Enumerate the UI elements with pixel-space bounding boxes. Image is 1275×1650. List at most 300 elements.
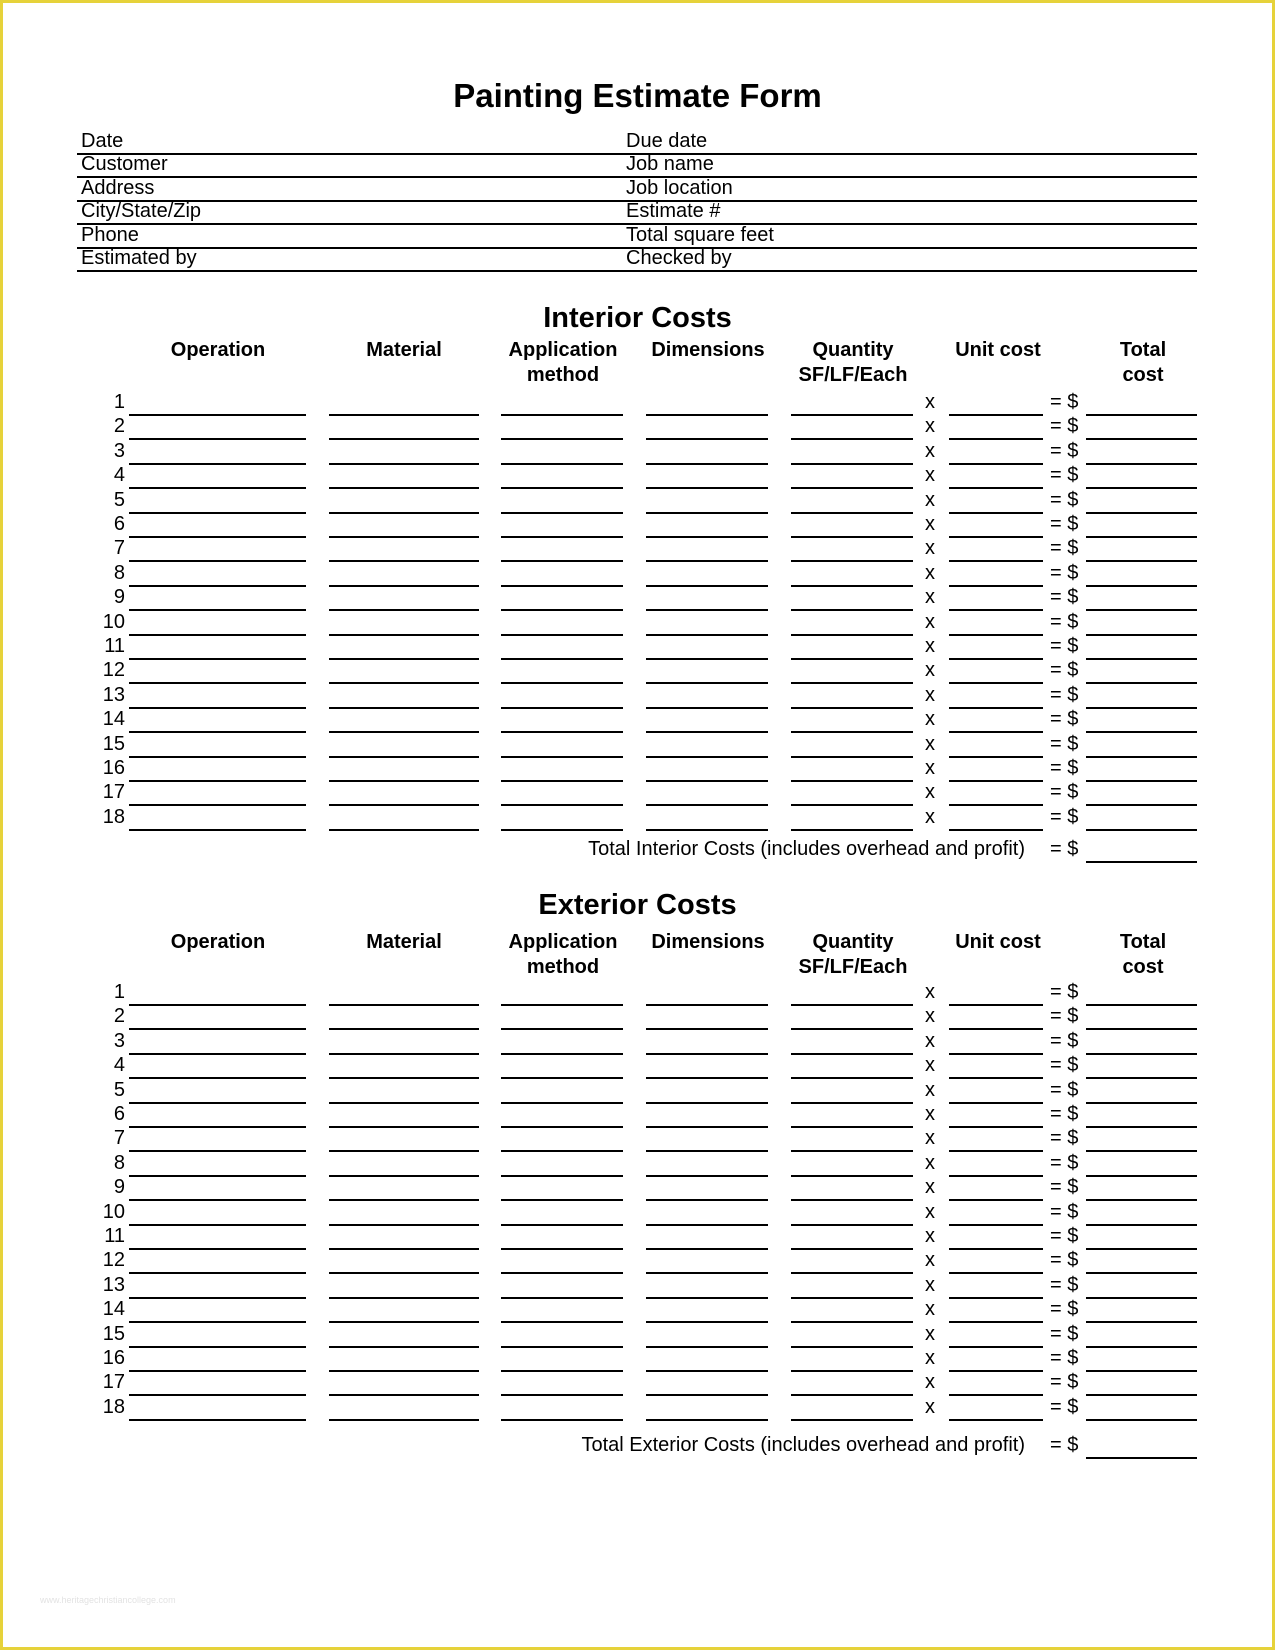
entry-blank[interactable] bbox=[501, 492, 623, 514]
entry-blank[interactable] bbox=[949, 1326, 1043, 1348]
entry-blank[interactable] bbox=[646, 1155, 768, 1177]
header-field-label: Due date bbox=[626, 130, 708, 152]
entry-blank[interactable] bbox=[646, 638, 768, 660]
entry-blank[interactable] bbox=[1086, 467, 1197, 489]
column-header-line: Quantity bbox=[812, 339, 894, 361]
entry-blank[interactable] bbox=[1086, 687, 1197, 709]
entry-blank[interactable] bbox=[129, 711, 306, 733]
entry-blank[interactable] bbox=[129, 1033, 306, 1055]
entry-blank[interactable] bbox=[646, 1008, 768, 1030]
entry-blank[interactable] bbox=[1086, 1252, 1197, 1274]
entry-blank[interactable] bbox=[791, 1252, 913, 1274]
row-number: 13 bbox=[102, 683, 125, 706]
entry-blank[interactable] bbox=[791, 1399, 913, 1421]
entry-blank[interactable] bbox=[949, 516, 1043, 538]
entry-blank[interactable] bbox=[791, 1301, 913, 1323]
header-field-input[interactable] bbox=[77, 223, 1197, 247]
entry-blank[interactable] bbox=[501, 418, 623, 440]
entry-blank[interactable] bbox=[791, 1326, 913, 1348]
multiply-sign: x bbox=[925, 781, 935, 804]
entry-blank[interactable] bbox=[501, 1033, 623, 1055]
entry-blank[interactable] bbox=[129, 614, 306, 636]
entry-blank[interactable] bbox=[646, 1277, 768, 1299]
column-header-line: cost bbox=[1122, 956, 1164, 978]
entry-blank[interactable] bbox=[791, 1106, 913, 1128]
entry-blank[interactable] bbox=[791, 394, 913, 416]
entry-blank[interactable] bbox=[329, 809, 479, 831]
entry-blank[interactable] bbox=[1086, 760, 1197, 782]
entry-blank[interactable] bbox=[791, 784, 913, 806]
entry-blank[interactable] bbox=[129, 540, 306, 562]
header-field-input[interactable] bbox=[77, 246, 1197, 270]
entry-blank[interactable] bbox=[791, 638, 913, 660]
entry-blank[interactable] bbox=[1086, 1350, 1197, 1372]
entry-blank[interactable] bbox=[501, 1204, 623, 1226]
entry-blank[interactable] bbox=[1086, 1057, 1197, 1079]
entry-blank[interactable] bbox=[329, 1179, 479, 1201]
entry-blank[interactable] bbox=[501, 809, 623, 831]
entry-blank[interactable] bbox=[329, 711, 479, 733]
entry-blank[interactable] bbox=[646, 687, 768, 709]
entry-blank[interactable] bbox=[949, 1277, 1043, 1299]
multiply-sign: x bbox=[925, 1200, 935, 1223]
row-number: 4 bbox=[113, 464, 125, 487]
entry-blank[interactable] bbox=[1086, 638, 1197, 660]
entry-blank[interactable] bbox=[791, 687, 913, 709]
entry-blank[interactable] bbox=[1086, 614, 1197, 636]
entry-blank[interactable] bbox=[1086, 589, 1197, 611]
entry-blank[interactable] bbox=[329, 1252, 479, 1274]
entry-blank[interactable] bbox=[646, 1106, 768, 1128]
entry-blank[interactable] bbox=[1086, 984, 1197, 1006]
entry-blank[interactable] bbox=[129, 443, 306, 465]
entry-blank[interactable] bbox=[501, 1130, 623, 1152]
entry-blank[interactable] bbox=[646, 1057, 768, 1079]
entry-blank[interactable] bbox=[949, 1374, 1043, 1396]
entry-blank[interactable] bbox=[949, 467, 1043, 489]
entry-blank[interactable] bbox=[791, 1350, 913, 1372]
entry-blank[interactable] bbox=[791, 1057, 913, 1079]
entry-blank[interactable] bbox=[949, 809, 1043, 831]
entry-blank[interactable] bbox=[129, 1057, 306, 1079]
entry-blank[interactable] bbox=[129, 736, 306, 758]
entry-blank[interactable] bbox=[329, 589, 479, 611]
entry-blank[interactable] bbox=[949, 1252, 1043, 1274]
entry-blank[interactable] bbox=[791, 1033, 913, 1055]
entry-blank[interactable] bbox=[501, 589, 623, 611]
multiply-sign: x bbox=[925, 708, 935, 731]
entry-blank[interactable] bbox=[949, 614, 1043, 636]
entry-blank[interactable] bbox=[129, 1252, 306, 1274]
entry-blank[interactable] bbox=[129, 1204, 306, 1226]
entry-blank[interactable] bbox=[329, 492, 479, 514]
entry-blank[interactable] bbox=[949, 1082, 1043, 1104]
entry-blank[interactable] bbox=[501, 1350, 623, 1372]
equals-dollar-sign: = $ bbox=[1050, 513, 1079, 535]
entry-blank[interactable] bbox=[501, 711, 623, 733]
entry-blank[interactable] bbox=[129, 984, 306, 1006]
entry-blank[interactable] bbox=[501, 614, 623, 636]
entry-blank[interactable] bbox=[791, 565, 913, 587]
entry-blank[interactable] bbox=[791, 1008, 913, 1030]
entry-blank[interactable] bbox=[329, 1326, 479, 1348]
entry-blank[interactable] bbox=[329, 467, 479, 489]
entry-blank[interactable] bbox=[329, 1204, 479, 1226]
entry-blank[interactable] bbox=[791, 443, 913, 465]
entry-blank[interactable] bbox=[1086, 1399, 1197, 1421]
entry-blank[interactable] bbox=[949, 784, 1043, 806]
entry-blank[interactable] bbox=[329, 394, 479, 416]
entry-blank[interactable] bbox=[646, 736, 768, 758]
entry-blank[interactable] bbox=[329, 614, 479, 636]
entry-blank[interactable] bbox=[329, 1374, 479, 1396]
entry-blank[interactable] bbox=[1086, 1130, 1197, 1152]
entry-blank[interactable] bbox=[329, 1057, 479, 1079]
equals-dollar-sign: = $ bbox=[1050, 1225, 1079, 1247]
entry-blank[interactable] bbox=[646, 467, 768, 489]
entry-blank[interactable] bbox=[646, 984, 768, 1006]
entry-blank[interactable] bbox=[791, 589, 913, 611]
entry-blank[interactable] bbox=[646, 614, 768, 636]
entry-blank[interactable] bbox=[646, 784, 768, 806]
entry-blank[interactable] bbox=[329, 540, 479, 562]
entry-blank[interactable] bbox=[501, 565, 623, 587]
entry-blank[interactable] bbox=[329, 736, 479, 758]
entry-blank[interactable] bbox=[949, 394, 1043, 416]
header-field-input[interactable] bbox=[77, 129, 1197, 153]
equals-dollar-sign: = $ bbox=[1050, 757, 1079, 779]
entry-blank[interactable] bbox=[949, 418, 1043, 440]
entry-blank[interactable] bbox=[501, 687, 623, 709]
entry-blank[interactable] bbox=[949, 1399, 1043, 1421]
header-row bbox=[77, 152, 1197, 178]
entry-blank[interactable] bbox=[329, 1130, 479, 1152]
entry-blank[interactable] bbox=[501, 1155, 623, 1177]
total-entry-blank[interactable] bbox=[1086, 841, 1197, 863]
entry-blank[interactable] bbox=[949, 736, 1043, 758]
equals-dollar-sign: = $ bbox=[1050, 708, 1079, 731]
column-header bbox=[483, 338, 643, 388]
header-field-input[interactable] bbox=[77, 152, 1197, 176]
entry-blank[interactable] bbox=[1086, 662, 1197, 684]
entry-blank[interactable] bbox=[949, 565, 1043, 587]
entry-blank[interactable] bbox=[129, 784, 306, 806]
entry-blank[interactable] bbox=[1086, 1033, 1197, 1055]
entry-blank[interactable] bbox=[949, 1155, 1043, 1177]
entry-blank[interactable] bbox=[329, 1008, 479, 1030]
entry-blank[interactable] bbox=[329, 1350, 479, 1372]
row-number: 2 bbox=[113, 1005, 125, 1028]
entry-blank[interactable] bbox=[646, 1228, 768, 1250]
entry-blank[interactable] bbox=[646, 809, 768, 831]
entry-blank[interactable] bbox=[129, 1228, 306, 1250]
entry-blank[interactable] bbox=[129, 1399, 306, 1421]
entry-blank[interactable] bbox=[949, 687, 1043, 709]
entry-blank[interactable] bbox=[949, 1350, 1043, 1372]
entry-blank[interactable] bbox=[129, 418, 306, 440]
entry-blank[interactable] bbox=[129, 1326, 306, 1348]
entry-blank[interactable] bbox=[1086, 1326, 1197, 1348]
entry-blank[interactable] bbox=[501, 1179, 623, 1201]
entry-blank[interactable] bbox=[949, 984, 1043, 1006]
entry-blank[interactable] bbox=[1086, 418, 1197, 440]
header-field-label: Total square feet bbox=[626, 224, 774, 246]
entry-blank[interactable] bbox=[129, 662, 306, 684]
entry-blank[interactable] bbox=[129, 809, 306, 831]
entry-blank[interactable] bbox=[646, 1130, 768, 1152]
entry-blank[interactable] bbox=[329, 1228, 479, 1250]
entry-blank[interactable] bbox=[1086, 492, 1197, 514]
entry-blank[interactable] bbox=[501, 1008, 623, 1030]
entry-blank[interactable] bbox=[129, 760, 306, 782]
section-title: Exterior Costs bbox=[538, 889, 737, 921]
column-header-line: Dimensions bbox=[651, 339, 765, 361]
entry-blank[interactable] bbox=[949, 443, 1043, 465]
entry-blank[interactable] bbox=[329, 1155, 479, 1177]
entry-blank[interactable] bbox=[501, 443, 623, 465]
entry-blank[interactable] bbox=[791, 614, 913, 636]
entry-blank[interactable] bbox=[791, 809, 913, 831]
equals-dollar-sign: = $ bbox=[1050, 1029, 1079, 1052]
entry-blank[interactable] bbox=[129, 394, 306, 416]
column-header-line: Material bbox=[366, 339, 442, 361]
entry-blank[interactable] bbox=[646, 443, 768, 465]
header-field-label: Phone bbox=[81, 224, 139, 246]
entry-blank[interactable] bbox=[129, 1082, 306, 1104]
entry-blank[interactable] bbox=[501, 1228, 623, 1250]
entry-blank[interactable] bbox=[791, 760, 913, 782]
entry-blank[interactable] bbox=[1086, 736, 1197, 758]
multiply-sign: x bbox=[925, 1005, 935, 1028]
header-field-label: Job location bbox=[626, 177, 733, 199]
entry-blank[interactable] bbox=[501, 1277, 623, 1299]
entry-blank[interactable] bbox=[949, 1228, 1043, 1250]
entry-blank[interactable] bbox=[501, 662, 623, 684]
entry-blank[interactable] bbox=[129, 1106, 306, 1128]
entry-blank[interactable] bbox=[329, 418, 479, 440]
header-field-label: Address bbox=[81, 177, 155, 199]
entry-blank[interactable] bbox=[646, 1082, 768, 1104]
column-header-line: Operation bbox=[170, 339, 266, 361]
column-header-line: Material bbox=[366, 931, 442, 953]
entry-blank[interactable] bbox=[329, 687, 479, 709]
entry-blank[interactable] bbox=[646, 1326, 768, 1348]
entry-blank[interactable] bbox=[791, 492, 913, 514]
entry-blank[interactable] bbox=[129, 1179, 306, 1201]
entry-blank[interactable] bbox=[129, 1130, 306, 1152]
entry-blank[interactable] bbox=[329, 1301, 479, 1323]
entry-blank[interactable] bbox=[329, 984, 479, 1006]
entry-blank[interactable] bbox=[646, 1204, 768, 1226]
entry-blank[interactable] bbox=[791, 1082, 913, 1104]
entry-blank[interactable] bbox=[501, 760, 623, 782]
entry-blank[interactable] bbox=[129, 1155, 306, 1177]
entry-blank[interactable] bbox=[501, 1301, 623, 1323]
entry-blank[interactable] bbox=[791, 418, 913, 440]
multiply-sign: x bbox=[925, 1176, 935, 1199]
entry-blank[interactable] bbox=[646, 711, 768, 733]
entry-blank[interactable] bbox=[1086, 711, 1197, 733]
entry-blank[interactable] bbox=[129, 1374, 306, 1396]
entry-blank[interactable] bbox=[329, 784, 479, 806]
entry-blank[interactable] bbox=[329, 1033, 479, 1055]
entry-blank[interactable] bbox=[501, 1106, 623, 1128]
entry-blank[interactable] bbox=[791, 1204, 913, 1226]
entry-blank[interactable] bbox=[501, 516, 623, 538]
entry-blank[interactable] bbox=[646, 565, 768, 587]
entry-blank[interactable] bbox=[129, 1008, 306, 1030]
entry-blank[interactable] bbox=[949, 492, 1043, 514]
entry-blank[interactable] bbox=[501, 736, 623, 758]
entry-blank[interactable] bbox=[646, 662, 768, 684]
entry-blank[interactable] bbox=[949, 1204, 1043, 1226]
entry-blank[interactable] bbox=[646, 760, 768, 782]
equals-dollar-sign: = $ bbox=[1050, 1127, 1079, 1150]
entry-blank[interactable] bbox=[1086, 1204, 1197, 1226]
entry-blank[interactable] bbox=[646, 1399, 768, 1421]
entry-blank[interactable] bbox=[501, 1252, 623, 1274]
entry-blank[interactable] bbox=[501, 638, 623, 660]
entry-blank[interactable] bbox=[949, 589, 1043, 611]
entry-blank[interactable] bbox=[791, 1130, 913, 1152]
entry-blank[interactable] bbox=[646, 589, 768, 611]
entry-blank[interactable] bbox=[791, 540, 913, 562]
entry-blank[interactable] bbox=[791, 1179, 913, 1201]
entry-blank[interactable] bbox=[646, 1374, 768, 1396]
entry-blank[interactable] bbox=[501, 467, 623, 489]
entry-blank[interactable] bbox=[949, 638, 1043, 660]
column-header-line: SF/LF/Each bbox=[798, 956, 908, 978]
entry-blank[interactable] bbox=[501, 1082, 623, 1104]
row-number: 14 bbox=[102, 708, 125, 731]
column-header-line: Dimensions bbox=[651, 931, 765, 953]
row-number: 18 bbox=[102, 1395, 125, 1418]
entry-blank[interactable] bbox=[1086, 443, 1197, 465]
entry-blank[interactable] bbox=[1086, 1082, 1197, 1104]
total-entry-blank[interactable] bbox=[1086, 1437, 1197, 1459]
entry-blank[interactable] bbox=[1086, 1277, 1197, 1299]
entry-blank[interactable] bbox=[129, 1350, 306, 1372]
entry-blank[interactable] bbox=[501, 1326, 623, 1348]
entry-blank[interactable] bbox=[129, 492, 306, 514]
entry-blank[interactable] bbox=[791, 711, 913, 733]
entry-blank[interactable] bbox=[129, 1301, 306, 1323]
entry-blank[interactable] bbox=[949, 1179, 1043, 1201]
entry-blank[interactable] bbox=[1086, 1155, 1197, 1177]
header-field-input[interactable] bbox=[77, 199, 1197, 223]
entry-blank[interactable] bbox=[949, 1301, 1043, 1323]
equals-dollar-sign: = $ bbox=[1050, 1322, 1079, 1345]
entry-blank[interactable] bbox=[129, 638, 306, 660]
entry-blank[interactable] bbox=[646, 418, 768, 440]
entry-blank[interactable] bbox=[501, 1057, 623, 1079]
entry-blank[interactable] bbox=[646, 516, 768, 538]
entry-blank[interactable] bbox=[1086, 394, 1197, 416]
entry-blank[interactable] bbox=[1086, 784, 1197, 806]
entry-blank[interactable] bbox=[329, 1277, 479, 1299]
entry-blank[interactable] bbox=[1086, 1374, 1197, 1396]
entry-blank[interactable] bbox=[949, 540, 1043, 562]
entry-blank[interactable] bbox=[1086, 1008, 1197, 1030]
entry-blank[interactable] bbox=[329, 662, 479, 684]
entry-blank[interactable] bbox=[129, 516, 306, 538]
entry-blank[interactable] bbox=[129, 565, 306, 587]
entry-blank[interactable] bbox=[329, 1106, 479, 1128]
entry-blank[interactable] bbox=[791, 1228, 913, 1250]
entry-blank[interactable] bbox=[329, 1082, 479, 1104]
multiply-sign: x bbox=[925, 1054, 935, 1077]
entry-blank[interactable] bbox=[329, 516, 479, 538]
entry-blank[interactable] bbox=[949, 1033, 1043, 1055]
entry-blank[interactable] bbox=[646, 1252, 768, 1274]
row-number: 5 bbox=[113, 1078, 125, 1101]
entry-blank[interactable] bbox=[501, 984, 623, 1006]
equals-dollar-sign: = $ bbox=[1050, 781, 1079, 804]
header-field-input[interactable] bbox=[77, 176, 1197, 200]
entry-blank[interactable] bbox=[1086, 1301, 1197, 1323]
entry-blank[interactable] bbox=[949, 1057, 1043, 1079]
entry-blank[interactable] bbox=[791, 467, 913, 489]
entry-blank[interactable] bbox=[646, 492, 768, 514]
entry-blank[interactable] bbox=[1086, 565, 1197, 587]
entry-blank[interactable] bbox=[949, 1106, 1043, 1128]
row-number: 15 bbox=[102, 1322, 125, 1345]
entry-blank[interactable] bbox=[791, 662, 913, 684]
entry-blank[interactable] bbox=[129, 589, 306, 611]
entry-blank[interactable] bbox=[791, 1277, 913, 1299]
entry-blank[interactable] bbox=[791, 736, 913, 758]
entry-blank[interactable] bbox=[791, 516, 913, 538]
entry-blank[interactable] bbox=[329, 1399, 479, 1421]
entry-blank[interactable] bbox=[646, 1301, 768, 1323]
entry-blank[interactable] bbox=[1086, 1228, 1197, 1250]
entry-blank[interactable] bbox=[791, 984, 913, 1006]
entry-blank[interactable] bbox=[501, 1399, 623, 1421]
entry-blank[interactable] bbox=[646, 1179, 768, 1201]
row-number: 10 bbox=[102, 1200, 125, 1223]
entry-blank[interactable] bbox=[1086, 516, 1197, 538]
entry-blank[interactable] bbox=[501, 394, 623, 416]
entry-blank[interactable] bbox=[949, 760, 1043, 782]
entry-blank[interactable] bbox=[129, 687, 306, 709]
entry-blank[interactable] bbox=[791, 1374, 913, 1396]
entry-blank[interactable] bbox=[501, 784, 623, 806]
entry-blank[interactable] bbox=[329, 638, 479, 660]
multiply-sign: x bbox=[925, 537, 935, 560]
entry-blank[interactable] bbox=[949, 1130, 1043, 1152]
entry-blank[interactable] bbox=[1086, 1179, 1197, 1201]
entry-blank[interactable] bbox=[329, 565, 479, 587]
entry-blank[interactable] bbox=[949, 711, 1043, 733]
entry-blank[interactable] bbox=[501, 1374, 623, 1396]
entry-blank[interactable] bbox=[329, 760, 479, 782]
entry-blank[interactable] bbox=[501, 540, 623, 562]
entry-blank[interactable] bbox=[949, 1008, 1043, 1030]
multiply-sign: x bbox=[925, 659, 935, 682]
entry-blank[interactable] bbox=[329, 443, 479, 465]
entry-blank[interactable] bbox=[646, 540, 768, 562]
entry-blank[interactable] bbox=[1086, 1106, 1197, 1128]
entry-blank[interactable] bbox=[646, 394, 768, 416]
entry-blank[interactable] bbox=[646, 1350, 768, 1372]
entry-blank[interactable] bbox=[129, 1277, 306, 1299]
entry-blank[interactable] bbox=[949, 662, 1043, 684]
entry-blank[interactable] bbox=[1086, 809, 1197, 831]
entry-blank[interactable] bbox=[129, 467, 306, 489]
entry-blank[interactable] bbox=[791, 1155, 913, 1177]
entry-blank[interactable] bbox=[646, 1033, 768, 1055]
entry-blank[interactable] bbox=[1086, 540, 1197, 562]
